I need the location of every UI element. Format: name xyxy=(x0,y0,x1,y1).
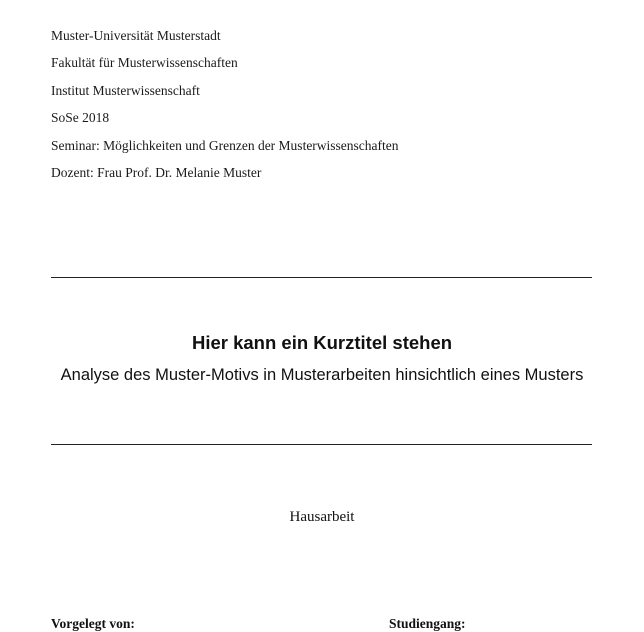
submitted-by-label: Vorgelegt von: xyxy=(51,616,135,631)
seminar-name: Seminar: Möglichkeiten und Grenzen der Musterwissenschaften xyxy=(51,137,399,153)
document-subtitle: Analyse des Muster-Motivs in Musterarbeiten hinsichtlich eines Musters xyxy=(60,366,584,384)
university-name: Muster-Universität Musterstadt xyxy=(51,28,221,43)
title-bottom-divider xyxy=(51,444,592,445)
institute-name: Institut Musterwissenschaft xyxy=(51,82,200,98)
lecturer-name: Dozent: Frau Prof. Dr. Melanie Muster xyxy=(51,165,262,181)
program-label: Studiengang: xyxy=(389,616,466,631)
work-type: Hausarbeit xyxy=(289,509,355,525)
faculty-name: Fakultät für Musterwissenschaften xyxy=(51,55,238,71)
document-title: Hier kann ein Kurztitel stehen xyxy=(191,332,453,353)
header-block xyxy=(51,22,399,186)
title-top-divider xyxy=(51,277,592,278)
semester: SoSe 2018 xyxy=(51,110,110,126)
